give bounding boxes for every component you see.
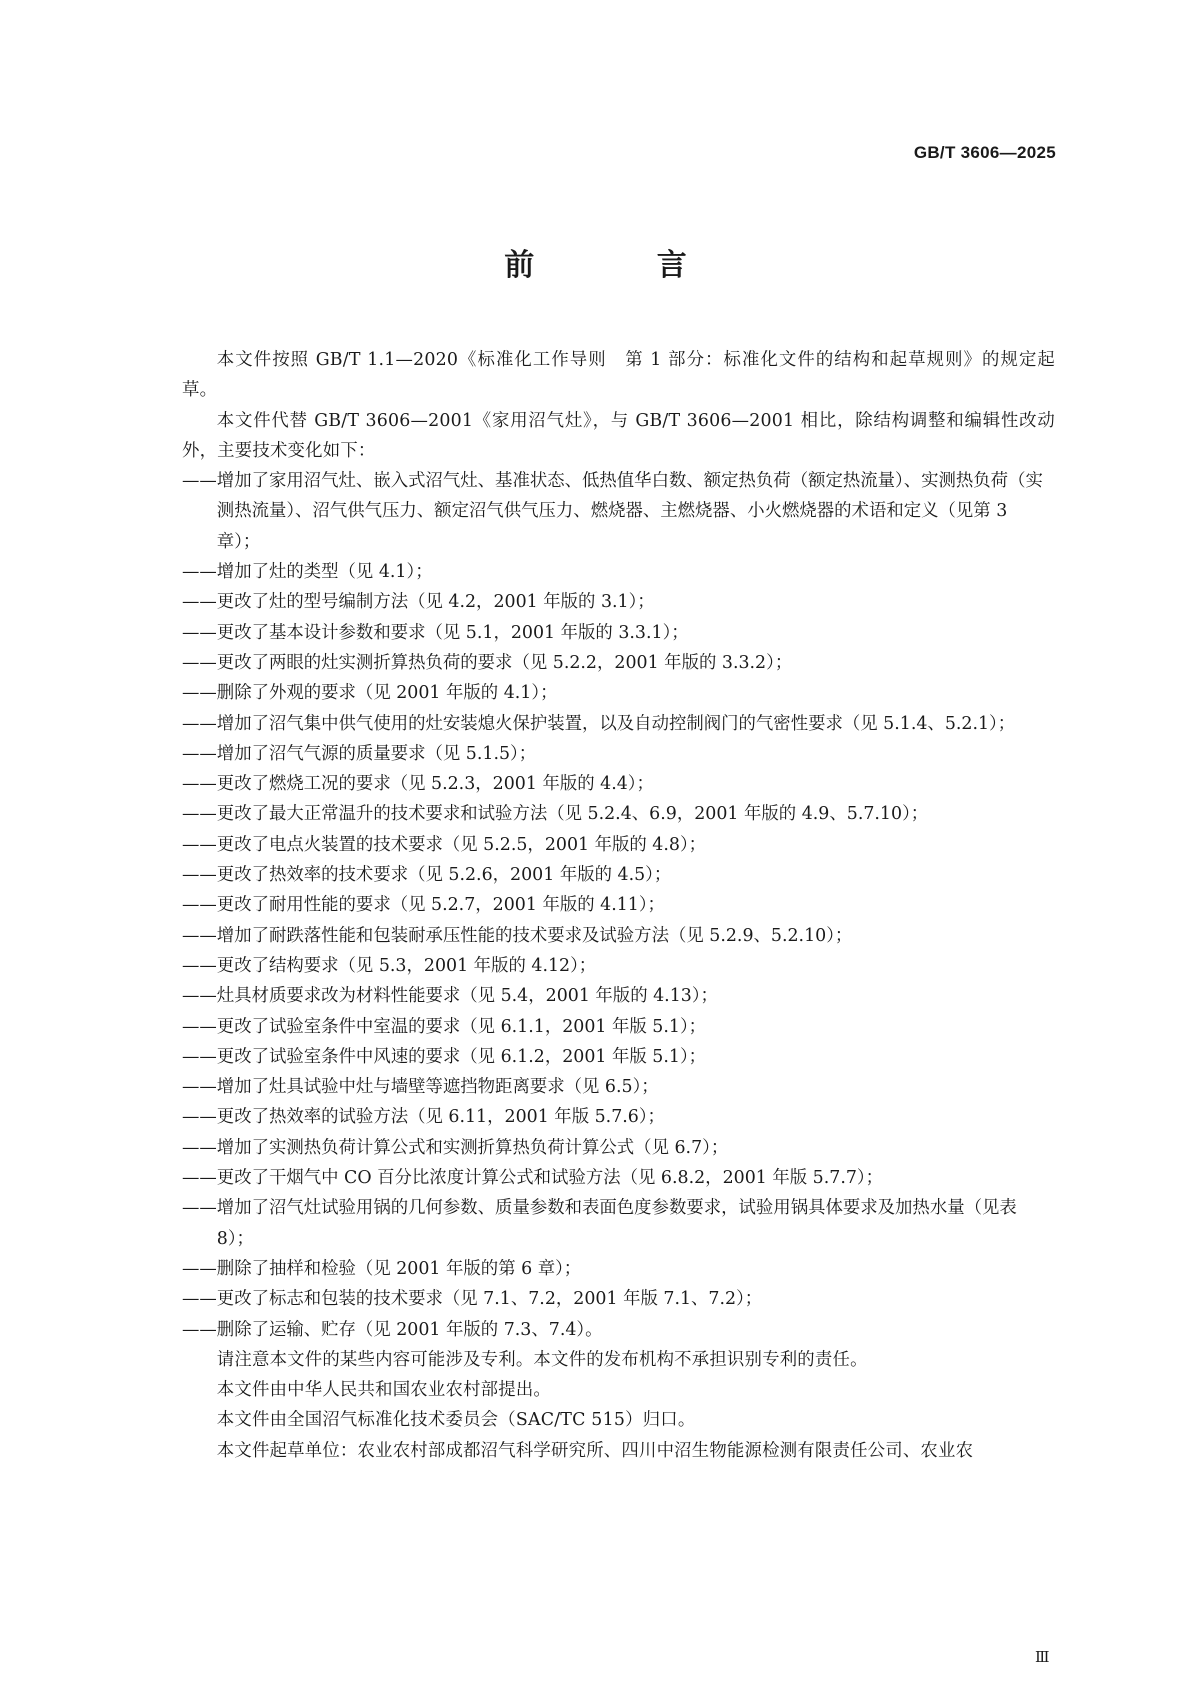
list-item-text: 增加了沼气集中供气使用的灶安装熄火保护装置，以及自动控制阀门的气密性要求（见 5.1.4、5.2.1）； [216, 713, 1016, 734]
page-number: Ⅲ [1035, 1648, 1050, 1666]
list-item-text: 删除了抽样和检验（见 2001 年版的第 6 章）； [216, 1258, 582, 1279]
list-item [182, 799, 1055, 829]
dash-marker: —— [182, 1107, 217, 1128]
list-item [182, 648, 1055, 678]
list-item [182, 1012, 1055, 1042]
dash-marker: —— [182, 1258, 217, 1279]
page-title: 前 言 [504, 248, 743, 283]
list-item-text: 更改了热效率的试验方法（见 6.11，2001 年版 5.7.6）； [216, 1107, 665, 1128]
dash-marker: —— [182, 1137, 217, 1158]
list-item-text: 更改了两眼的灶实测折算热负荷的要求（见 5.2.2，2001 年版的 3.3.2）； [216, 652, 793, 673]
list-item [182, 951, 1055, 981]
list-item-text: 更改了热效率的技术要求（见 5.2.6，2001 年版的 4.5）； [216, 865, 672, 886]
list-item-text: 增加了沼气灶试验用锅的几何参数、质量参数和表面色度参数要求，试验用锅具体要求及加热水量（见表 8）； [216, 1198, 1017, 1249]
list-item-text: 增加了灶具试验中灶与墙壁等遮挡物距离要求（见 6.5）； [216, 1077, 659, 1098]
list-item-text: 增加了灶的类型（见 4.1）； [216, 562, 433, 583]
list-item-text: 删除了运输、贮存（见 2001 年版的 7.3、7.4）。 [216, 1319, 603, 1340]
list-item [182, 890, 1055, 920]
list-item-text: 更改了干烟气中 CO 百分比浓度计算公式和试验方法（见 6.8.2，2001 年版 5.7.7）； [216, 1168, 883, 1189]
list-item-text: 更改了灶的型号编制方法（见 4.2，2001 年版的 3.1）； [216, 592, 655, 613]
list-item-text: 增加了家用沼气灶、嵌入式沼气灶、基准状态、低热值华白数、额定热负荷（额定热流量）、实测热负荷（实测热流量）、沼气供气压力、额定沼气供气压力、燃烧器、主燃烧器、小火燃烧器的术语和定义（见第 3 章）； [216, 471, 1043, 552]
dash-marker: —— [182, 1077, 217, 1098]
paragraph-replacement-note: 本文件代替 GB/T 3606—2001《家用沼气灶》，与 GB/T 3606—2001 相比，除结构调整和编辑性改动外，主要技术变化如下： [182, 410, 1055, 461]
list-item [182, 1193, 1055, 1254]
list-item-text: 更改了最大正常温升的技术要求和试验方法（见 5.2.4、6.9，2001 年版的 4.9、5.7.10）； [216, 804, 929, 825]
dash-marker: —— [182, 1198, 217, 1219]
dash-marker: —— [182, 955, 217, 976]
list-item-text: 删除了外观的要求（见 2001 年版的 4.1）； [216, 683, 558, 704]
paragraph-committee: 本文件由全国沼气标准化技术委员会（SAC/TC 515）归口。 [216, 1410, 696, 1431]
document-body [182, 345, 1055, 1466]
dash-marker: —— [182, 1319, 217, 1340]
dash-marker: —— [182, 1168, 217, 1189]
list-item-text: 增加了耐跌落性能和包装耐承压性能的技术要求及试验方法（见 5.2.9、5.2.10）； [216, 925, 853, 946]
list-item [182, 1042, 1055, 1072]
list-item [182, 1102, 1055, 1132]
list-item-text: 更改了结构要求（见 5.3，2001 年版的 4.12）； [216, 955, 597, 976]
list-item [182, 1254, 1055, 1284]
list-item-text: 更改了标志和包装的技术要求（见 7.1、7.2，2001 年版 7.1、7.2）； [216, 1289, 763, 1310]
list-item [182, 769, 1055, 799]
list-item [182, 1284, 1055, 1314]
dash-marker: —— [182, 622, 217, 643]
list-item-text: 更改了试验室条件中风速的要求（见 6.1.2，2001 年版 5.1）； [216, 1046, 707, 1067]
list-item [182, 1315, 1055, 1345]
list-item-text: 灶具材质要求改为材料性能要求（见 5.4，2001 年版的 4.13）； [216, 986, 718, 1007]
dash-marker: —— [182, 834, 217, 855]
list-item [182, 981, 1055, 1011]
list-item [182, 678, 1055, 708]
paragraph-drafting-basis: 本文件按照 GB/T 1.1—2020《标准化工作导则 第 1 部分：标准化文件的结构和起草规则》的规定起草。 [182, 350, 1055, 401]
changes-list [182, 466, 1055, 1345]
list-item-text: 更改了试验室条件中室温的要求（见 6.1.1，2001 年版 5.1）； [216, 1016, 707, 1037]
dash-marker: —— [182, 895, 217, 916]
dash-marker: —— [182, 1289, 217, 1310]
list-item-text: 更改了电点火装置的技术要求（见 5.2.5，2001 年版的 4.8）； [216, 834, 707, 855]
dash-marker: —— [182, 804, 217, 825]
dash-marker: —— [182, 683, 217, 704]
dash-marker: —— [182, 471, 217, 492]
paragraph-proposer: 本文件由中华人民共和国农业农村部提出。 [216, 1380, 552, 1401]
list-item [182, 466, 1055, 557]
list-item [182, 709, 1055, 739]
standard-code: GB/T 3606—2025 [913, 143, 1056, 162]
paragraph-drafting-units: 本文件起草单位：农业农村部成都沼气科学研究所、四川中沼生物能源检测有限责任公司、农业农 [216, 1440, 974, 1461]
dash-marker: —— [182, 986, 217, 1007]
dash-marker: —— [182, 652, 217, 673]
list-item-text: 增加了实测热负荷计算公式和实测折算热负荷计算公式（见 6.7）； [216, 1137, 729, 1158]
list-item [182, 557, 1055, 587]
dash-marker: —— [182, 713, 217, 734]
list-item [182, 921, 1055, 951]
paragraph-patent-notice: 请注意本文件的某些内容可能涉及专利。本文件的发布机构不承担识别专利的责任。 [216, 1349, 868, 1370]
dash-marker: —— [182, 592, 217, 613]
dash-marker: —— [182, 562, 217, 583]
list-item [182, 830, 1055, 860]
list-item [182, 1163, 1055, 1193]
dash-marker: —— [182, 743, 217, 764]
list-item-text: 更改了耐用性能的要求（见 5.2.7，2001 年版的 4.11）； [216, 895, 665, 916]
dash-marker: —— [182, 865, 217, 886]
dash-marker: —— [182, 774, 217, 795]
list-item-text: 更改了基本设计参数和要求（见 5.1，2001 年版的 3.3.1）； [216, 622, 689, 643]
dash-marker: —— [182, 925, 217, 946]
list-item [182, 587, 1055, 617]
list-item [182, 618, 1055, 648]
list-item [182, 1133, 1055, 1163]
list-item-text: 更改了燃烧工况的要求（见 5.2.3，2001 年版的 4.4）； [216, 774, 654, 795]
list-item [182, 1072, 1055, 1102]
list-item-text: 增加了沼气气源的质量要求（见 5.1.5）； [216, 743, 537, 764]
dash-marker: —— [182, 1046, 217, 1067]
dash-marker: —— [182, 1016, 217, 1037]
list-item [182, 860, 1055, 890]
list-item [182, 739, 1055, 769]
